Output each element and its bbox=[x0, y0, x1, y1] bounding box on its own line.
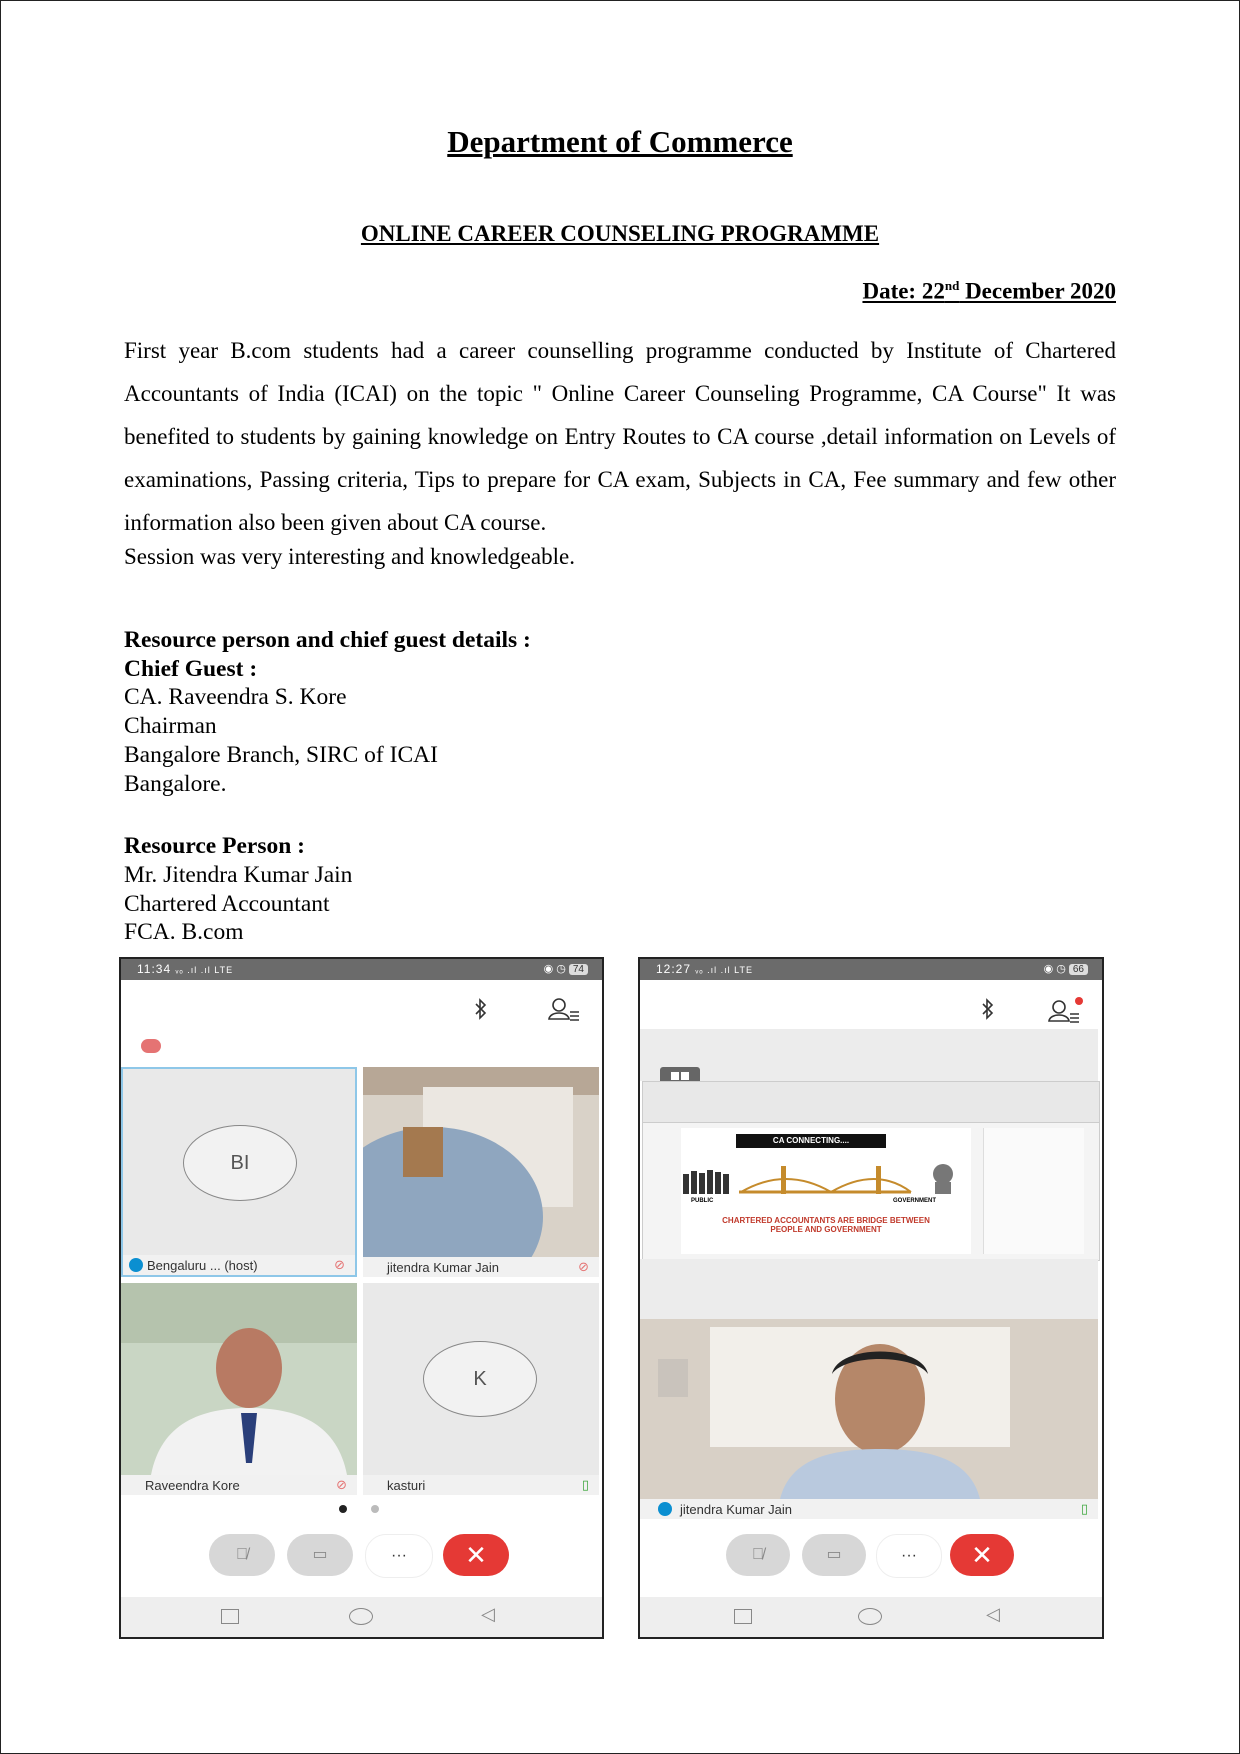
video-feed bbox=[640, 1319, 1098, 1499]
chief-guest-city: Bangalore. bbox=[124, 770, 227, 797]
shared-screen bbox=[642, 1081, 1100, 1261]
resource-person-label: Resource Person : bbox=[124, 833, 305, 860]
video-off-button[interactable]: ▭ bbox=[802, 1534, 866, 1576]
resource-person-name: Mr. Jitendra Kumar Jain bbox=[124, 861, 353, 888]
status-bar bbox=[121, 959, 602, 980]
mic-muted-icon: ⊘ bbox=[336, 1477, 347, 1492]
battery-indicator: 66 bbox=[1069, 964, 1088, 975]
recent-apps-icon[interactable] bbox=[734, 1609, 752, 1624]
participant-tile-video[interactable] bbox=[363, 1067, 599, 1277]
mic-muted-icon: ⊘ bbox=[578, 1259, 589, 1274]
bridge-illustration bbox=[681, 1156, 971, 1216]
chief-guest-role: Chairman bbox=[124, 713, 217, 740]
recent-apps-icon[interactable] bbox=[221, 1609, 239, 1624]
page-indicator-dot[interactable] bbox=[371, 1505, 379, 1513]
department-title: Department of Commerce bbox=[447, 124, 793, 159]
avatar: BI bbox=[183, 1125, 297, 1201]
status-time: 11:34 ᵥₒ .ıl .ıl LTE bbox=[137, 962, 234, 976]
back-icon[interactable]: ◁ bbox=[481, 1604, 495, 1624]
slide-title: CA CONNECTING.... bbox=[736, 1134, 886, 1148]
report-paragraph: First year B.com students had a career counselling programme conducted by Institute of Chartered Accountants of India (ICAI) on the topic " Online Career Counseling Programme, CA Course" It was benefited to students by gaining knowledge on Entry Routes to CA course ,detail information on Levels of examinations, Passing criteria, Tips to prepare for CA exam, Subjects in CA, Fee summary and few other information also been given about CA course. bbox=[124, 338, 1116, 535]
pdf-toolbar bbox=[643, 1082, 1099, 1123]
mic-muted-icon: ⊘ bbox=[334, 1257, 345, 1272]
mic-on-icon: ▯ bbox=[581, 1477, 589, 1492]
battery-indicator: 74 bbox=[569, 964, 588, 975]
guest-details bbox=[124, 626, 531, 947]
resource-person-qualification: FCA. B.com bbox=[124, 919, 244, 946]
status-icons: ◉ ◷ 74 bbox=[544, 962, 588, 975]
video-feed bbox=[121, 1283, 357, 1475]
chief-guest-org: Bangalore Branch, SIRC of ICAI bbox=[124, 741, 438, 768]
more-options-button[interactable]: ··· bbox=[365, 1534, 433, 1578]
participant-tile-host[interactable] bbox=[121, 1067, 357, 1277]
slide-caption-right: GOVERNMENT bbox=[893, 1198, 937, 1204]
webex-logo-icon bbox=[129, 1258, 143, 1272]
participant-tile-video[interactable] bbox=[121, 1283, 357, 1495]
status-time: 12:27 ᵥₒ .ıl .ıl LTE bbox=[656, 962, 754, 976]
meeting-screenshot-grid bbox=[119, 957, 604, 1639]
tile-name-bar: Bengaluru ... (host) ⊘ bbox=[123, 1255, 355, 1275]
presentation-slide bbox=[681, 1128, 971, 1254]
details-heading: Resource person and chief guest details : bbox=[124, 627, 531, 653]
android-nav-bar bbox=[121, 1597, 602, 1637]
chief-guest-name: CA. Raveendra S. Kore bbox=[124, 684, 347, 711]
more-options-button[interactable]: ··· bbox=[876, 1534, 942, 1578]
page-indicator-dot[interactable] bbox=[339, 1505, 347, 1513]
chief-guest-label: Chief Guest : bbox=[124, 655, 258, 682]
webex-logo-icon bbox=[658, 1502, 672, 1516]
meeting-screenshot-presentation bbox=[638, 957, 1104, 1639]
home-icon[interactable] bbox=[858, 1608, 882, 1625]
report-closing-line: Session was very interesting and knowledgeable. bbox=[124, 544, 575, 569]
video-off-button[interactable]: ▭ bbox=[287, 1534, 353, 1576]
video-feed bbox=[363, 1067, 599, 1257]
mute-button[interactable]: 🎙̸ bbox=[209, 1534, 275, 1576]
participants-icon[interactable] bbox=[1048, 997, 1084, 1030]
status-icons: ◉ ◷ 66 bbox=[1044, 962, 1088, 975]
tile-name-bar: jitendra Kumar Jain ⊘ bbox=[363, 1257, 599, 1277]
bluetooth-icon[interactable] bbox=[980, 997, 996, 1026]
mic-on-icon: ▯ bbox=[1080, 1501, 1088, 1516]
avatar: K bbox=[423, 1341, 537, 1417]
android-nav-bar bbox=[640, 1597, 1102, 1637]
home-icon[interactable] bbox=[349, 1608, 373, 1625]
tile-name-bar: jitendra Kumar Jain ▯ bbox=[640, 1499, 1098, 1519]
slide-tagline: CHARTERED ACCOUNTANTS ARE BRIDGE BETWEEN PEOPLE AND GOVERNMENT bbox=[722, 1216, 930, 1234]
event-date: Date: 22nd December 2020 bbox=[862, 278, 1116, 304]
tile-name-bar: kasturi ▯ bbox=[363, 1475, 599, 1495]
status-bar bbox=[640, 959, 1102, 980]
speaker-video-tile[interactable] bbox=[640, 1319, 1098, 1519]
slide-caption-left: PUBLIC bbox=[691, 1198, 714, 1204]
end-call-button[interactable]: ✕ bbox=[443, 1534, 509, 1576]
participants-icon[interactable] bbox=[548, 997, 580, 1028]
comments-panel bbox=[983, 1128, 1084, 1254]
mute-button[interactable]: 🎙̸ bbox=[726, 1534, 790, 1576]
bluetooth-icon[interactable] bbox=[473, 997, 489, 1026]
tile-name-bar: Raveendra Kore ⊘ bbox=[121, 1475, 357, 1495]
end-call-button[interactable]: ✕ bbox=[950, 1534, 1014, 1576]
back-icon[interactable]: ◁ bbox=[986, 1604, 1000, 1624]
programme-title: ONLINE CAREER COUNSELING PROGRAMME bbox=[360, 221, 880, 246]
participant-tile-kasturi[interactable] bbox=[363, 1283, 599, 1495]
muted-icon bbox=[141, 1039, 161, 1053]
resource-person-role: Chartered Accountant bbox=[124, 890, 330, 917]
